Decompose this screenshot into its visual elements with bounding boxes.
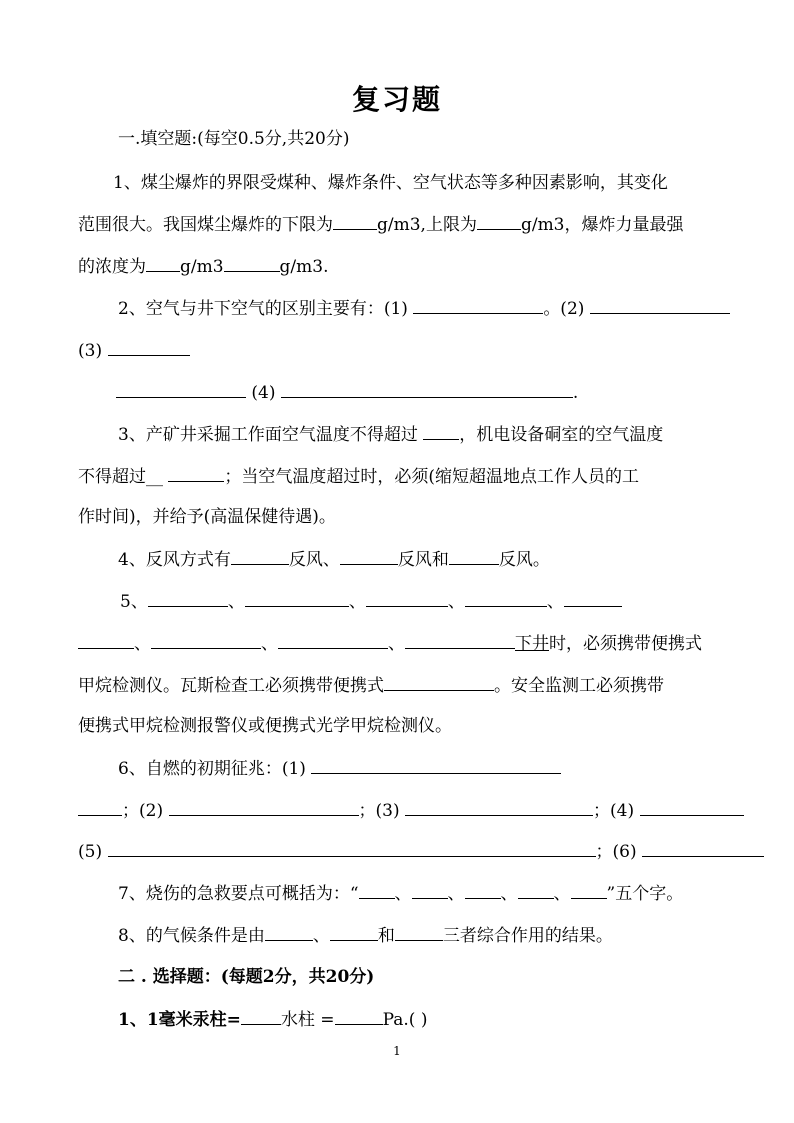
q1-blank-upper[interactable] [477,213,521,230]
page-title: 复习题 [351,83,442,116]
q1-text-f: g/m3. [279,257,329,277]
q6-line3 [78,840,764,863]
q1-text-d: 的浓度为 [78,257,146,277]
q7-blank-3[interactable] [465,882,501,899]
q3-line3: 作时间)，并给予(高温保健待遇)。 [78,507,336,527]
q3-text-a: 3、产矿井采掘工作面空气温度不得超过 [118,425,418,445]
q6-blank-4[interactable] [640,799,744,816]
q2-blank-1[interactable] [413,297,543,314]
q8-text-b: 、 [312,926,330,946]
q2-text-b: 。(2) [543,299,585,319]
q7-sep: 、 [447,884,465,904]
q5-sep: 、 [134,634,151,654]
q2-text-c: (3) [78,341,103,361]
q5-text-a: 时，必须携带便携式 [549,634,702,654]
q2-line1 [118,297,730,320]
q6-blank-1b[interactable] [78,799,122,816]
q5-text-c: 。安全监测工必须携带 [494,676,664,696]
q4-line [118,548,550,571]
q5-blank-5[interactable] [564,590,622,607]
q6-blank-3[interactable] [405,799,593,816]
q7-line [118,882,683,905]
mc1-line [118,1008,427,1031]
q6-blank-2[interactable] [169,799,359,816]
q6-line1 [118,757,561,780]
q6-text-b: ；(2) [122,801,164,821]
q6-text-e: (5) [78,842,103,862]
q8-blank-2[interactable] [330,924,378,941]
q5-blank-7[interactable] [151,632,261,649]
mc1-text-c: Pa.( ) [382,1010,428,1030]
q6-text-f: ；(6) [595,842,637,862]
q1-line3 [78,255,329,278]
q1-text-c: g/m3，爆炸力量最强 [520,215,684,235]
q7-blank-4[interactable] [518,882,554,899]
q4-text-c: 反风和 [397,550,449,570]
q1-text-b: g/m3,上限为 [377,215,477,235]
q8-text-a: 8、的气候条件是由 [118,926,265,946]
q4-text-b: 反风、 [288,550,340,570]
q7-sep: 、 [500,884,518,904]
section1-heading: 一.填空题:(每空0.5分,共20分) [118,129,350,149]
q5-sep: 、 [348,592,366,612]
q5-blank-9[interactable] [405,632,515,649]
q5-sep: 、 [227,592,245,612]
q2-text-a: 2、空气与井下空气的区别主要有：(1) [118,299,408,319]
q6-text-c: ；(3) [358,801,400,821]
q5-line2 [78,632,702,655]
q3-text-b: ，机电设备硐室的空气温度 [459,425,664,445]
mc1-blank-1[interactable] [241,1008,281,1025]
mc1-text-a: 1、1毫米汞柱= [118,1010,241,1030]
q6-blank-1[interactable] [311,757,561,774]
q1-blank-strong2[interactable] [224,255,280,272]
q5-sep: 、 [447,592,465,612]
q2-text-end: . [572,383,579,403]
page-number: 1 [393,1044,401,1058]
q3-text-d: ；当空气温度超过时，必须(缩短超温地点工作人员的工 [224,467,640,487]
q5-line3 [78,674,664,697]
q7-sep: 、 [553,884,571,904]
q5-sep: 、 [261,634,278,654]
q7-text-b: ”五个字。 [606,884,684,904]
q4-text-a: 4、反风方式有 [118,550,231,570]
q5-blank-1[interactable] [148,590,228,607]
mc1-text-b: 水柱 = [280,1010,335,1030]
q4-blank-2[interactable] [340,548,398,565]
q2-blank-4[interactable] [281,381,573,398]
q1-line1: 1、煤尘爆炸的界限受煤种、爆炸条件、空气状态等多种因素影响，其变化 [113,173,668,193]
q5-blank-6[interactable] [78,632,134,649]
q5-blank-2[interactable] [245,590,349,607]
q7-sep: 、 [394,884,412,904]
q3-line1 [118,423,663,446]
q7-text-a: 7、烧伤的急救要点可概括为：“ [118,884,359,904]
q8-line [118,924,613,947]
q5-blank-10[interactable] [384,674,494,691]
q3-text-c: 不得超过__ [78,467,163,487]
q2-text-d: (4) [251,383,276,403]
q2-blank-3[interactable] [108,339,190,356]
q8-text-d: 三者综合作用的结果。 [442,926,613,946]
q7-blank-1[interactable] [359,882,395,899]
q2-line2 [78,339,190,362]
q8-text-c: 和 [377,926,395,946]
q1-blank-lower[interactable] [333,213,377,230]
q5-blank-8[interactable] [278,632,388,649]
q5-sep: 、 [546,592,564,612]
q5-blank-3[interactable] [366,590,448,607]
q6-line2 [78,799,744,822]
q2-blank-3b[interactable] [116,381,246,398]
q1-text-a: 范围很大。我国煤尘爆炸的下限为 [78,215,333,235]
q6-blank-6[interactable] [642,840,764,857]
q1-blank-strong1[interactable] [146,255,180,272]
q7-blank-5[interactable] [571,882,607,899]
q3-blank-1[interactable] [423,423,459,440]
section2-heading: 二 . 选择题：(每题2分，共20分) [118,967,375,987]
q2-blank-2[interactable] [590,297,730,314]
q6-text-d: ；(4) [593,801,635,821]
mc1-blank-2[interactable] [335,1008,383,1025]
q5-downwell: 下井 [515,634,549,654]
q5-num: 5、 [120,592,148,612]
q4-blank-3[interactable] [449,548,499,565]
q8-blank-3[interactable] [395,924,443,941]
q3-blank-2[interactable] [168,465,224,482]
q5-sep: 、 [388,634,405,654]
q7-blank-2[interactable] [412,882,448,899]
q1-line2 [78,213,684,236]
q5-line4: 便携式甲烷检测报警仪或便携式光学甲烷检测仪。 [78,716,452,736]
q5-text-b: 甲烷检测仪。瓦斯检查工必须携带便携式 [78,676,384,696]
q4-text-d: 反风。 [498,550,550,570]
q5-line1 [120,590,622,613]
q5-blank-4[interactable] [465,590,547,607]
q8-blank-1[interactable] [265,924,313,941]
q6-text-a: 6、自燃的初期征兆：(1) [118,759,306,779]
q4-blank-1[interactable] [231,548,289,565]
q2-line3 [116,381,578,404]
q6-blank-5[interactable] [108,840,596,857]
q1-text-e: g/m3 [180,257,224,277]
q3-line2 [78,465,639,488]
